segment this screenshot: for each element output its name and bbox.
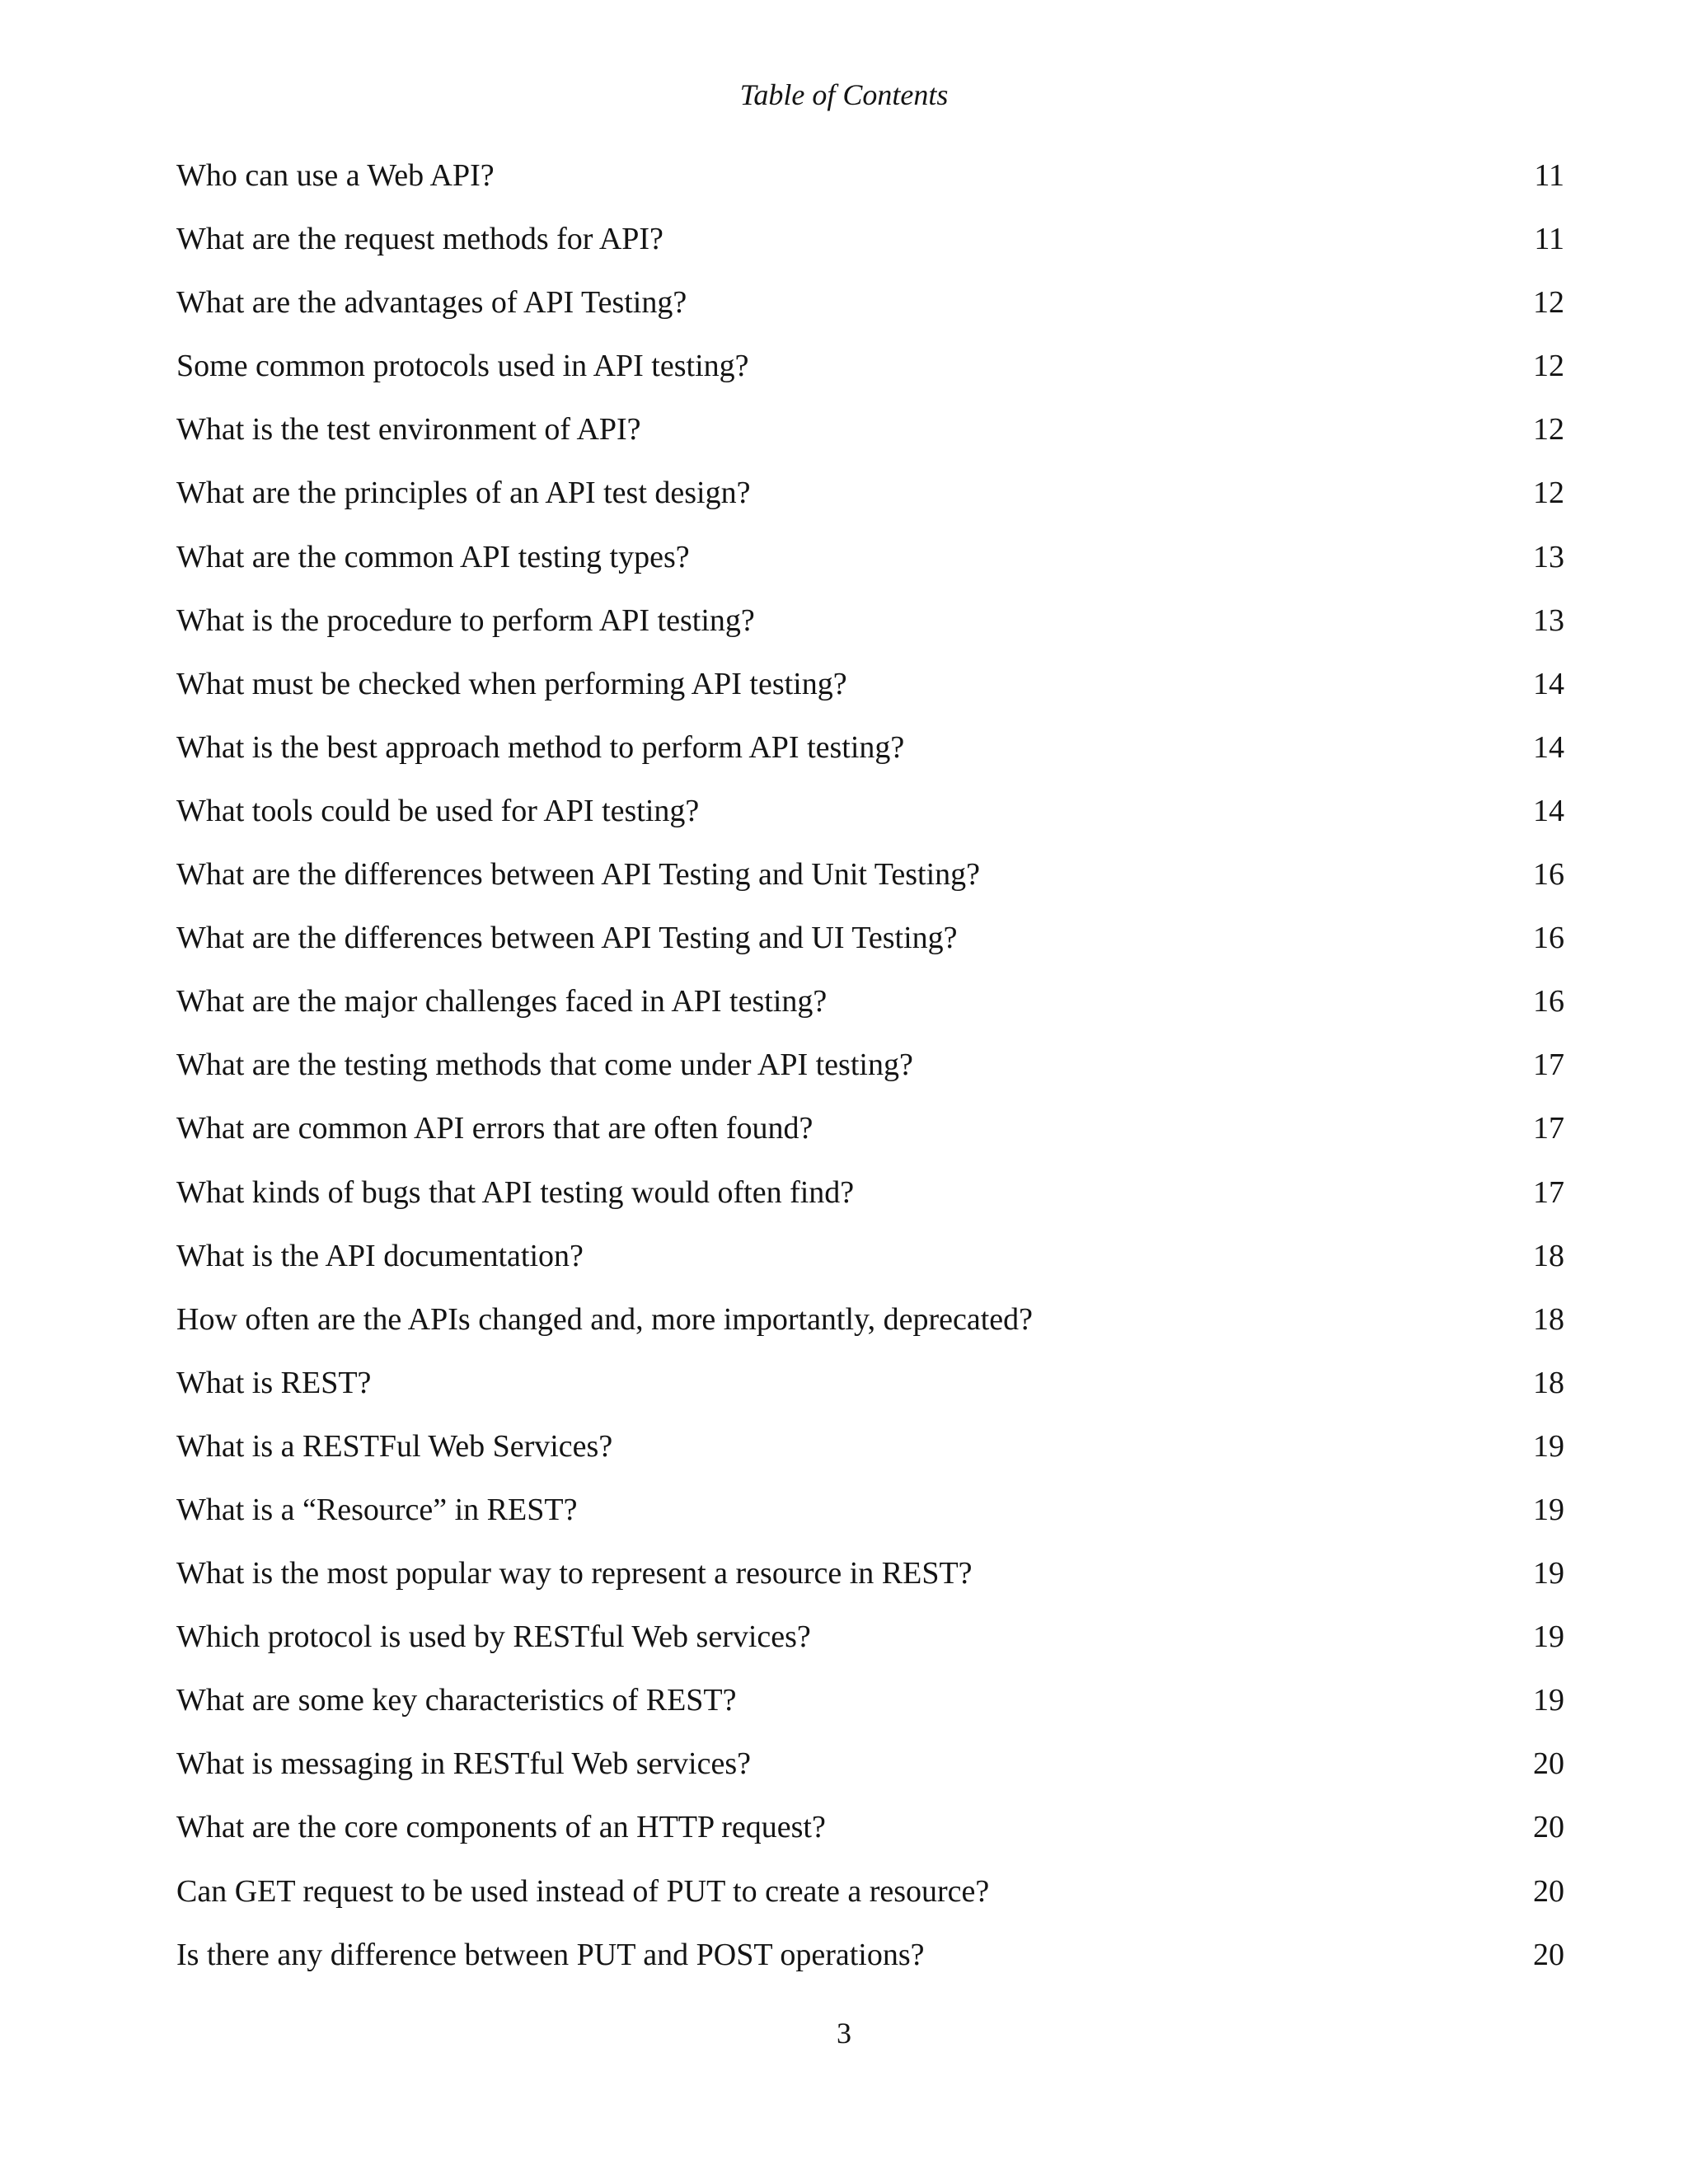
table-of-contents [176,144,1564,1987]
toc-entry-title[interactable]: Some common protocols used in API testing? [176,349,749,384]
toc-entry-page-number[interactable]: 13 [1533,602,1564,638]
running-header: Table of Contents [739,78,949,111]
toc-entry-title[interactable]: What is the most popular way to represent a resource in REST? [176,1556,973,1591]
toc-entry[interactable] [176,1796,1564,1859]
toc-entry-title[interactable]: What are the core components of an HTTP request? [176,1810,826,1845]
toc-entry[interactable] [176,716,1564,780]
toc-entry[interactable] [176,398,1564,462]
toc-entry-title[interactable]: What are the request methods for API? [176,222,663,257]
page-number: 3 [837,2017,851,2050]
toc-entry-page-number[interactable]: 20 [1533,1873,1564,1909]
toc-entry-title[interactable]: What are the testing methods that come under API testing? [176,1047,913,1083]
toc-entry[interactable] [176,335,1564,398]
toc-entry-title[interactable]: Is there any difference between PUT and POST operations? [176,1937,925,1972]
toc-entry-page-number[interactable]: 18 [1533,1365,1564,1400]
toc-entry-page-number[interactable]: 12 [1533,476,1564,511]
toc-entry-title[interactable]: What is a “Resource” in REST? [176,1492,578,1527]
toc-entry[interactable] [176,1860,1564,1924]
toc-entry-page-number[interactable]: 18 [1533,1238,1564,1273]
toc-entry-page-number[interactable]: 12 [1533,412,1564,448]
toc-entry[interactable] [176,1542,1564,1605]
toc-entry-title[interactable]: What is the test environment of API? [176,412,641,448]
toc-entry-title[interactable]: What is REST? [176,1365,372,1400]
toc-entry-title[interactable]: What are the common API testing types? [176,539,690,574]
toc-entry[interactable] [176,1669,1564,1732]
toc-entry-page-number[interactable]: 12 [1533,349,1564,384]
toc-entry-page-number[interactable]: 17 [1533,1111,1564,1146]
toc-entry-page-number[interactable]: 16 [1533,921,1564,956]
toc-entry[interactable] [176,970,1564,1033]
toc-entry[interactable] [176,1479,1564,1542]
toc-entry[interactable] [176,843,1564,907]
toc-entry-title[interactable]: What is messaging in RESTful Web services? [176,1746,751,1782]
toc-entry-title[interactable]: What are the advantages of API Testing? [176,285,687,321]
toc-entry-page-number[interactable]: 19 [1533,1556,1564,1591]
toc-entry[interactable] [176,1033,1564,1097]
toc-entry-page-number[interactable]: 17 [1533,1047,1564,1083]
toc-entry-title[interactable]: What is a RESTFul Web Services? [176,1428,613,1464]
toc-entry-page-number[interactable]: 20 [1533,1937,1564,1972]
toc-entry[interactable] [176,589,1564,653]
toc-entry-page-number[interactable]: 20 [1533,1810,1564,1845]
toc-entry-title[interactable]: Can GET request to be used instead of PUT to create a resource? [176,1873,990,1909]
toc-entry-title[interactable]: How often are the APIs changed and, more importantly, deprecated? [176,1301,1033,1337]
toc-entry-title[interactable]: What kinds of bugs that API testing would often find? [176,1174,855,1210]
toc-entry[interactable] [176,1352,1564,1415]
toc-entry[interactable] [176,208,1564,271]
toc-entry-title[interactable]: What tools could be used for API testing? [176,793,700,828]
toc-entry-title[interactable]: What are the differences between API Testing and Unit Testing? [176,857,980,893]
toc-entry-page-number[interactable]: 19 [1533,1683,1564,1718]
toc-entry-page-number[interactable]: 20 [1533,1746,1564,1782]
toc-entry[interactable] [176,271,1564,335]
toc-entry[interactable] [176,1732,1564,1796]
toc-entry[interactable] [176,1415,1564,1479]
toc-entry-title[interactable]: What are common API errors that are often found? [176,1111,814,1146]
toc-entry-page-number[interactable]: 13 [1533,539,1564,574]
toc-entry[interactable] [176,1225,1564,1288]
toc-entry[interactable] [176,1161,1564,1225]
toc-entry-page-number[interactable]: 19 [1533,1492,1564,1527]
toc-entry[interactable] [176,1924,1564,1987]
toc-entry-page-number[interactable]: 16 [1533,984,1564,1019]
toc-entry-page-number[interactable]: 11 [1534,222,1564,257]
toc-entry-page-number[interactable]: 17 [1533,1174,1564,1210]
toc-entry[interactable] [176,780,1564,843]
toc-entry-title[interactable]: Which protocol is used by RESTful Web services? [176,1619,811,1655]
toc-entry-title[interactable]: What are the differences between API Testing and UI Testing? [176,921,958,956]
toc-entry-title[interactable]: What are the principles of an API test design? [176,476,751,511]
toc-entry[interactable] [176,462,1564,525]
toc-entry[interactable] [176,653,1564,716]
toc-entry-title[interactable]: What is the procedure to perform API testing? [176,602,755,638]
toc-entry-page-number[interactable]: 14 [1533,793,1564,828]
toc-entry-page-number[interactable]: 14 [1533,666,1564,701]
toc-entry-title[interactable]: What are some key characteristics of REST? [176,1683,737,1718]
toc-entry-title[interactable]: What is the best approach method to perform API testing? [176,729,905,765]
toc-entry-page-number[interactable]: 14 [1533,729,1564,765]
toc-entry-title[interactable]: What is the API documentation? [176,1238,584,1273]
toc-entry[interactable] [176,1605,1564,1669]
toc-entry[interactable] [176,1288,1564,1352]
toc-entry-page-number[interactable]: 18 [1533,1301,1564,1337]
toc-entry-title[interactable]: Who can use a Web API? [176,158,495,193]
toc-entry-title[interactable]: What are the major challenges faced in API testing? [176,984,828,1019]
toc-entry-page-number[interactable]: 19 [1533,1428,1564,1464]
toc-entry-page-number[interactable]: 16 [1533,857,1564,893]
toc-entry-page-number[interactable]: 11 [1534,158,1564,193]
toc-entry[interactable] [176,907,1564,970]
toc-entry-page-number[interactable]: 12 [1533,285,1564,321]
toc-entry[interactable] [176,526,1564,589]
toc-entry-title[interactable]: What must be checked when performing API testing? [176,666,847,701]
toc-entry[interactable] [176,1097,1564,1160]
toc-entry-page-number[interactable]: 19 [1533,1619,1564,1655]
toc-entry[interactable] [176,144,1564,208]
